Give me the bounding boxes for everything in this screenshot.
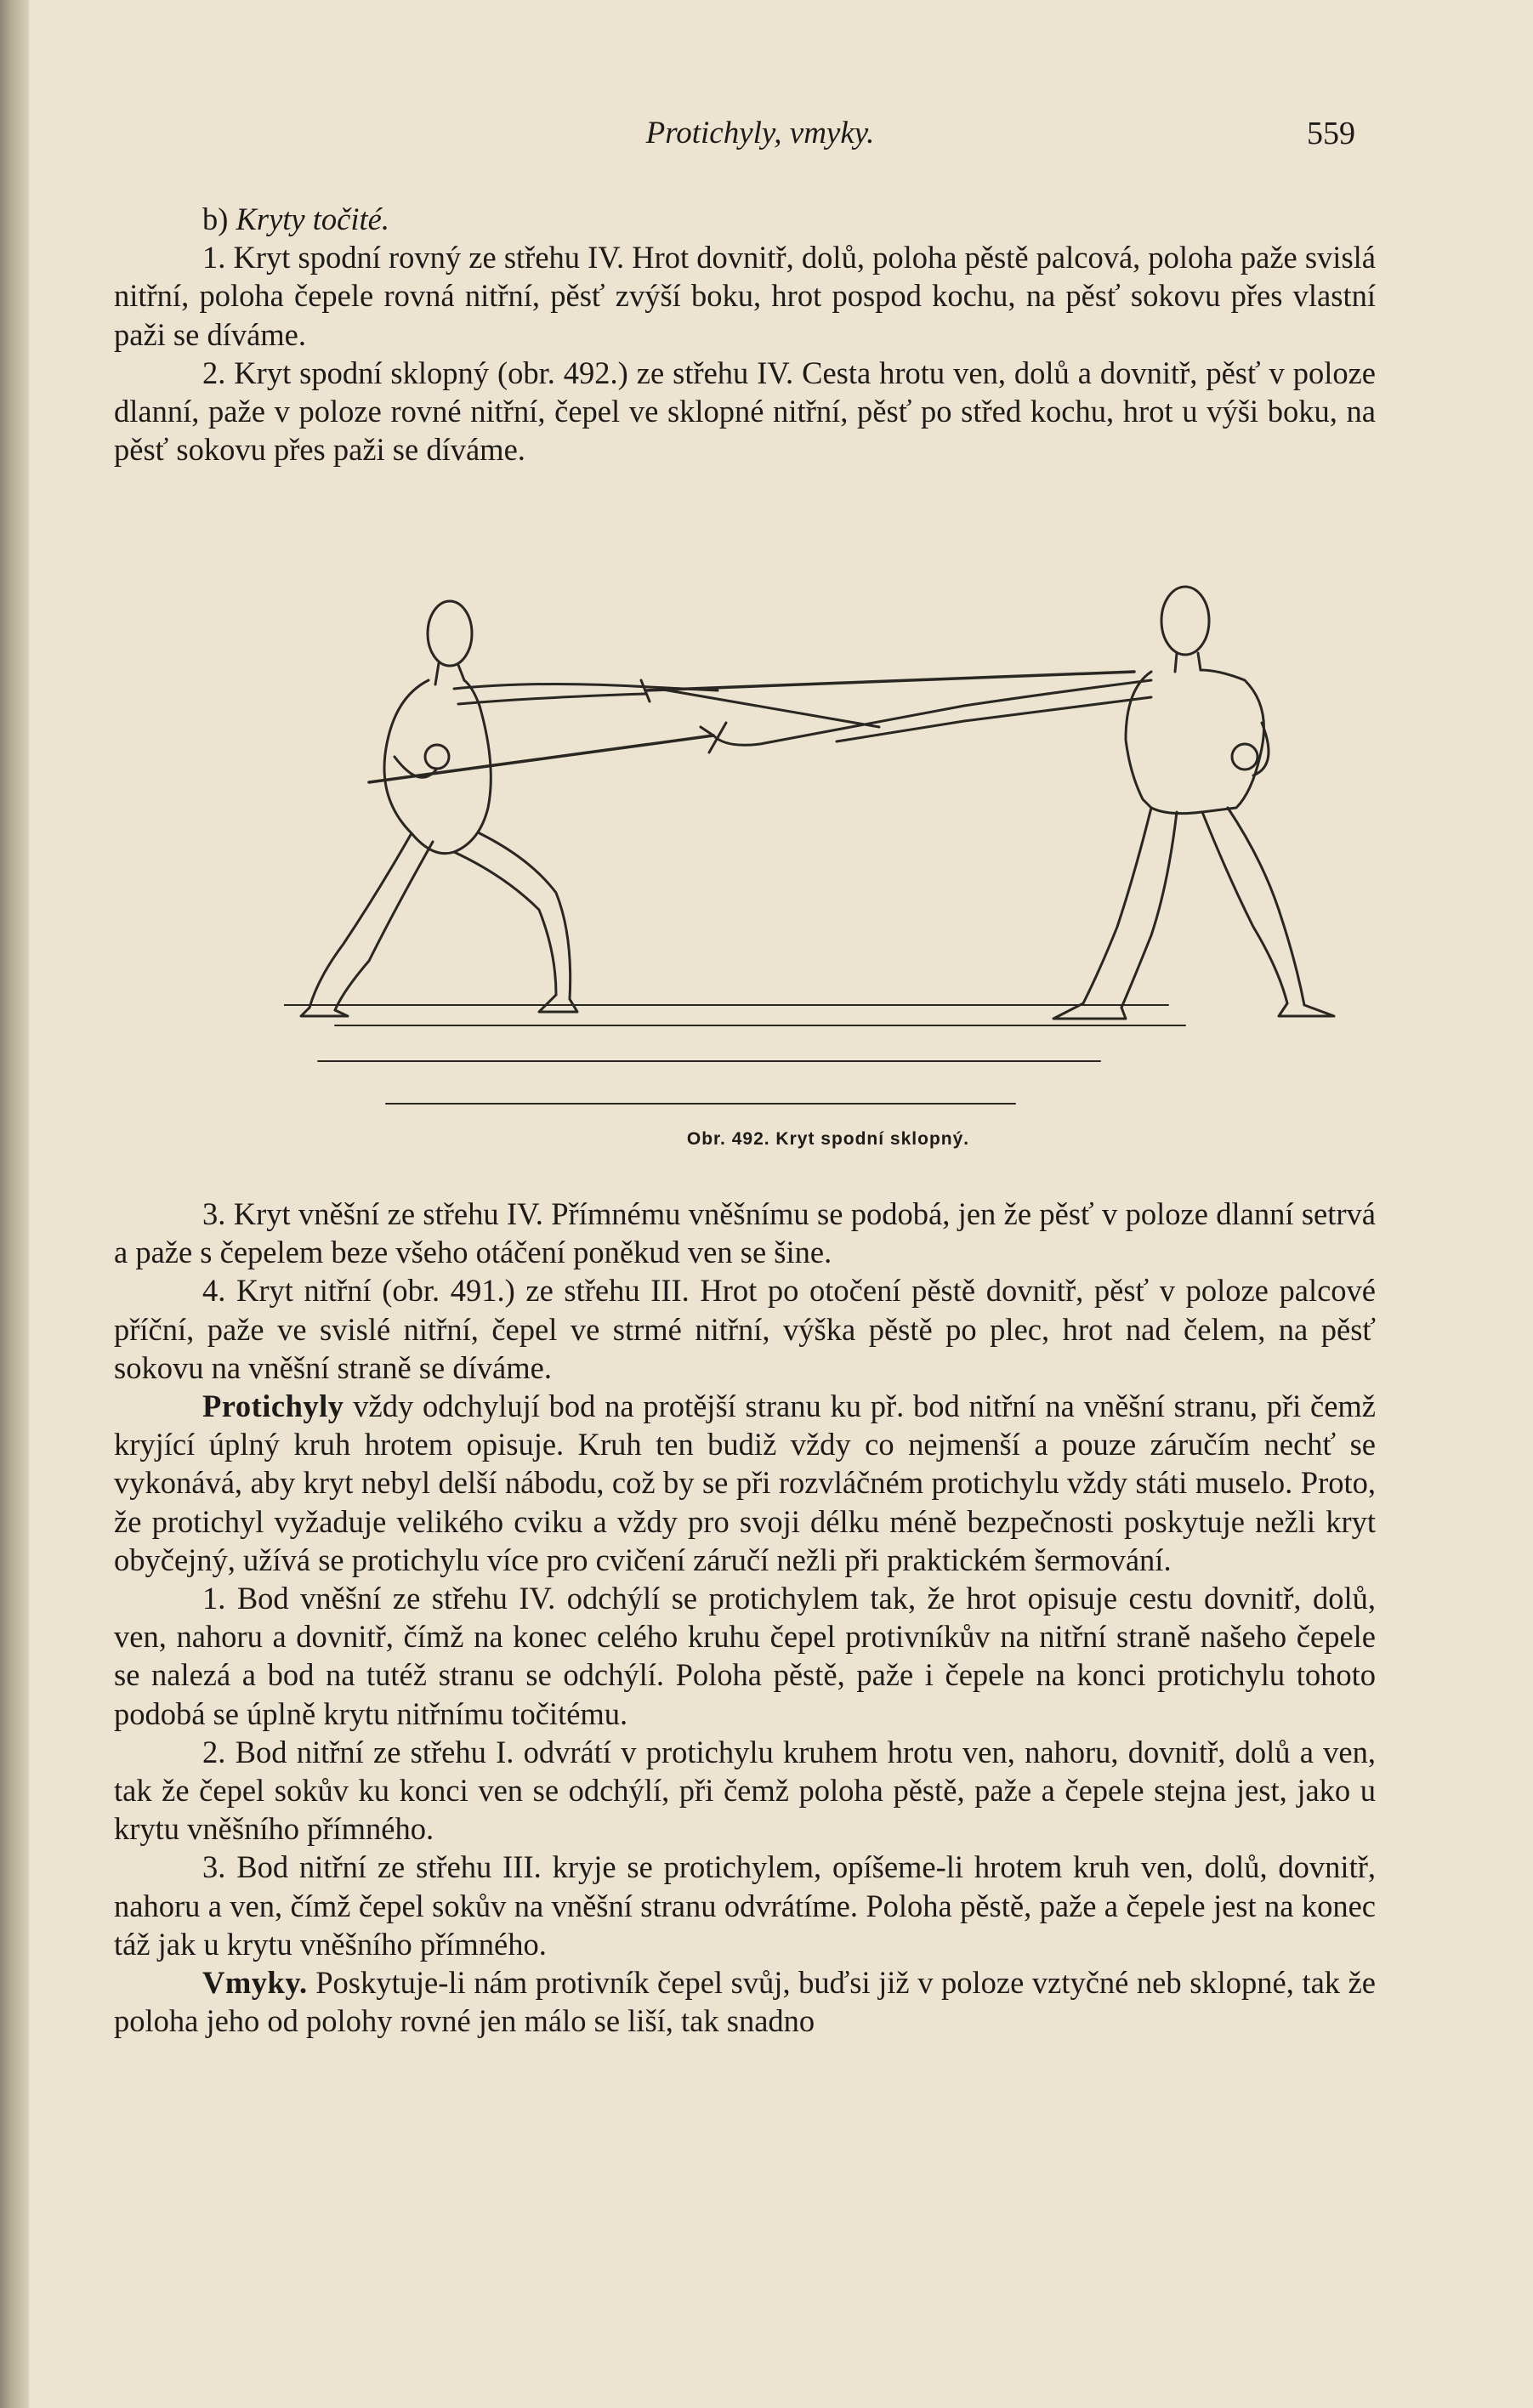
paragraph-2: 2. Kryt spodní sklopný (obr. 492.) ze střehu IV. Cesta hrotu ven, dolů a dovnitř, pěsť v poloze dlanní, paže v poloze rovné nitřní, čepel ve sklopné nitřní, pěsť po střed kochu, hrot u výši boku, na pěsť sokovu přes paži se díváme. — [114, 355, 1376, 468]
section-label: b) — [202, 202, 229, 236]
fencing-figures-illustration — [284, 553, 1372, 1114]
page-header — [29, 115, 1533, 166]
paragraph-4: 4. Kryt nitřní (obr. 491.) ze střehu III. Hrot po otočení pěstě dovnitř, pěsť v poloze palcové příční, paže ve svislé nitřní, čepel ve strmé nitřní, výška pěstě po plec, hrot nad čelem, na pěsť sokovu na vněšní straně se díváme. — [114, 1273, 1376, 1385]
paragraph-protichyly — [114, 1387, 1376, 1579]
figure-caption: Obr. 492. Kryt spodní sklopný. — [686, 1129, 970, 1149]
vmyky-text: Poskytuje-li nám protivník čepel svůj, buďsi již v poloze vztyčné neb sklopné, tak že poloha jeho od polohy rovné jen málo se liší, tak snadno — [114, 1965, 1376, 2039]
term-vmyky: Vmyky. — [202, 1965, 308, 2001]
paragraph-3: 3. Kryt vněšní ze střehu IV. Přímnému vněšnímu se podobá, jen že pěsť v poloze dlanní setrvá a paže s čepelem beze všeho otáčení poněkud ven se šine. — [114, 1196, 1376, 1270]
protichyly-text: vždy odchylují bod na protější stranu ku př. bod nitřní na vněšní stranu, při čemž kryjící úplný kruh hrotem opisuje. Kruh ten budiž vždy co nejmenší a pouze záručím nechť se vykonává, aby kryt nebyl delší nábodu, což by se při rozvláčném protichylu vždy státi muselo. Proto, že protichyl vyžaduje velikého cviku a vždy pro svoji délku méně bezpečnosti poskytuje nežli kryt obyčejný, užívá se protichylu více pro cvičení záručí nežli při praktickém šermování. — [114, 1389, 1376, 1577]
page-number: 559 — [1307, 116, 1355, 151]
running-title: Protichyly, vmyky. — [645, 116, 875, 150]
section-heading-b — [114, 200, 1376, 238]
figure-492 — [284, 553, 1372, 1156]
paragraph-q1: 1. Bod vněšní ze střehu IV. odchýlí se protichylem tak, že hrot opisuje cestu dovnitř, dolů, ven, nahoru a dovnitř, čímž na konec celého kruhu čepel protivníkův na nitřní straně našeho čepele se nalezá a bod na tutéž stranu se odchýlí. Poloha pěstě, paže i čepele na konci protichylu tohoto podobá se úplně krytu nitřnímu točitému. — [114, 1581, 1376, 1731]
paragraph-1: 1. Kryt spodní rovný ze střehu IV. Hrot dovnitř, dolů, poloha pěstě palcová, poloha paže svislá nitřní, poloha čepele rovná nitřní, pěsť zvýší boku, hrot pospod kochu, na pěsť sokovu přes vlastní paži se díváme. — [114, 240, 1376, 352]
text-block-top — [114, 200, 1376, 469]
book-page — [29, 0, 1533, 2408]
section-title: Kryty točité. — [236, 202, 389, 236]
book-gutter — [0, 0, 29, 2408]
term-protichyly: Protichyly — [202, 1389, 344, 1424]
paragraph-vmyky — [114, 1963, 1376, 2040]
paragraph-q2: 2. Bod nitřní ze střehu I. odvrátí v protichylu kruhem hrotu ven, nahoru, dovnitř, dolů a ven, tak že čepel sokův ku konci ven se odchýlí, při čemž poloha pěstě, paže a čepele stejna jest, jako u krytu vněšního přímného. — [114, 1734, 1376, 1847]
paragraph-q3: 3. Bod nitřní ze střehu III. kryje se protichylem, opíšeme-li hrotem kruh ven, dolů, dovnitř, nahoru a ven, čímž čepel sokův na vněšní stranu odvrátíme. Poloha pěstě, paže a čepele jest na konec táž jak u krytu vněšního přímného. — [114, 1849, 1376, 1962]
text-block-bottom — [114, 1195, 1376, 2040]
